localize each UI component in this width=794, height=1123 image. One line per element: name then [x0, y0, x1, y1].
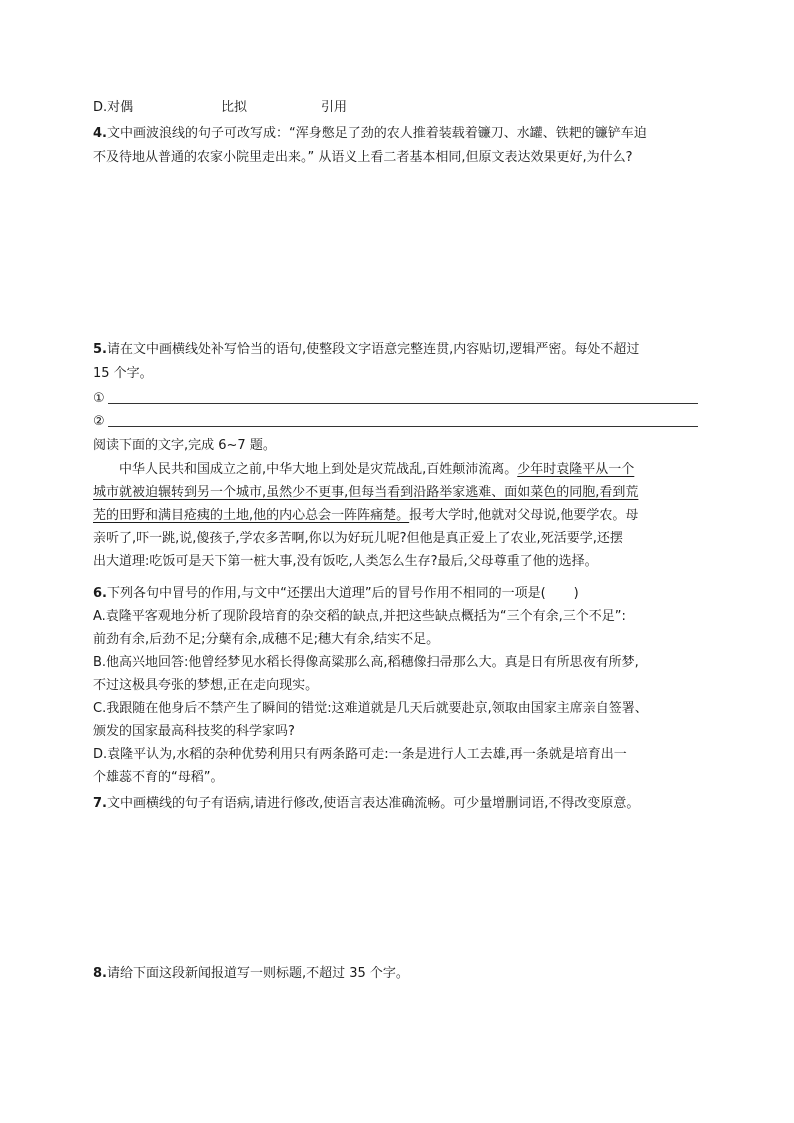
q5-line-2 [93, 363, 153, 384]
q5-answer-line-1[interactable] [108, 386, 698, 404]
q5-text-2: 15 个字。 [93, 366, 153, 381]
q4-line-1 [93, 123, 647, 144]
q8-number: 8. [93, 966, 107, 981]
passage-line-4: 亲听了,吓一跳,说,傻孩子,学农多苦啊,你以为好玩儿呢?但他是真正爱上了农业,死活要学,还摆 [93, 531, 623, 546]
q5-number: 5. [93, 342, 107, 357]
passage-text-3b: 报考大学时,他就对父母说,他要学农。母 [409, 508, 639, 523]
q6-stem [93, 583, 579, 604]
q5-blank-2-label: ② [93, 414, 105, 429]
q8-text: 请给下面这段新闻报道写一则标题,不超过 35 个字。 [106, 966, 409, 981]
q5-line-1 [93, 339, 639, 360]
q6-option-c-1: C.我跟随在他身后不禁产生了瞬间的错觉:这难道就是几天后就要赴京,领取由国家主席亲自签署、 [93, 701, 648, 716]
q7-text: 文中画横线的句子有语病,请进行修改,使语言表达准确流畅。可少量增删词语,不得改变原意。 [106, 796, 640, 811]
q6-stem-text: 下列各句中冒号的作用,与文中“还摆出大道理”后的冒号作用不相同的一项是( [106, 586, 546, 601]
q3-option-d-2: 比拟 [221, 100, 248, 115]
q4-text-1: 文中画波浪线的句子可改写成：“浑身憋足了劲的农人推着装载着镰刀、水罐、铁耙的镰铲车迫 [106, 126, 647, 141]
passage-underlined-1: 少年时袁隆平从一个 [517, 462, 635, 477]
q6-option-a-1: A.袁隆平客观地分析了现阶段培育的杂交稻的缺点,并把这些缺点概括为“三个有余,三个不足”: [93, 609, 626, 624]
q6-option-b-2: 不过这极具夸张的梦想,正在走向现实。 [93, 678, 319, 693]
q5-blank-1-label: ① [93, 391, 105, 406]
reading-intro: 阅读下面的文字,完成 6~7 题。 [93, 438, 276, 453]
q4-number: 4. [93, 126, 107, 141]
passage-line-1 [93, 458, 713, 481]
q6-option-a-2: 前劲有余,后劲不足;分蘖有余,成穗不足;穗大有余,结实不足。 [93, 632, 440, 647]
q6-option-d-1: D.袁隆平认为,水稻的杂种优势利用只有两条路可走:一条是进行人工去雄,再一条就是培育出一 [93, 747, 627, 762]
q8 [93, 963, 409, 984]
q3-option-d-3: 引用 [321, 100, 348, 115]
q7-number: 7. [93, 796, 107, 811]
passage-line-5: 出大道理:吃饭可是天下第一桩大事,没有饭吃,人类怎么生存?最后,父母尊重了他的选择。 [93, 554, 598, 569]
passage-underlined-3: 芜的田野和满目疮痍的土地,他的内心总会一阵阵痛楚。 [93, 508, 410, 523]
q6-option-c-2: 颁发的国家最高科技奖的科学家吗? [93, 724, 295, 739]
q6-option-b-1: B.他高兴地回答:他曾经梦见水稻长得像高粱那么高,稻穗像扫帚那么大。真是日有所思夜有所梦, [93, 655, 639, 670]
q6-paren-close: ) [573, 586, 579, 601]
q5-answer-line-2[interactable] [108, 409, 698, 427]
passage-line-2 [93, 481, 713, 504]
q7 [93, 793, 639, 814]
passage-underlined-2: 城市就被迫辗转到另一个城市,虽然少不更事,但每当看到沿路举家逃难、面如菜色的同胞,看到荒 [93, 485, 639, 500]
q4-text-2: 不及待地从普通的农家小院里走出来。” 从语义上看二者基本相同,但原文表达效果更好,为什么? [93, 150, 633, 165]
q3-option-d-1: D.对偶 [93, 100, 134, 115]
q6-number: 6. [93, 586, 107, 601]
q6-option-d-2: 个雄蕊不育的“母稻”。 [93, 770, 224, 785]
q4-line-2 [93, 147, 633, 168]
q5-text-1: 请在文中画横线处补写恰当的语句,使整段文字语意完整连贯,内容贴切,逻辑严密。每处不超过 [106, 342, 640, 357]
passage-text-1a: 中华人民共和国成立之前,中华大地上到处是灾荒战乱,百姓颠沛流离。 [119, 462, 518, 477]
passage-line-3 [93, 504, 713, 527]
reading-passage [93, 458, 713, 573]
q3-option-d [93, 97, 347, 118]
